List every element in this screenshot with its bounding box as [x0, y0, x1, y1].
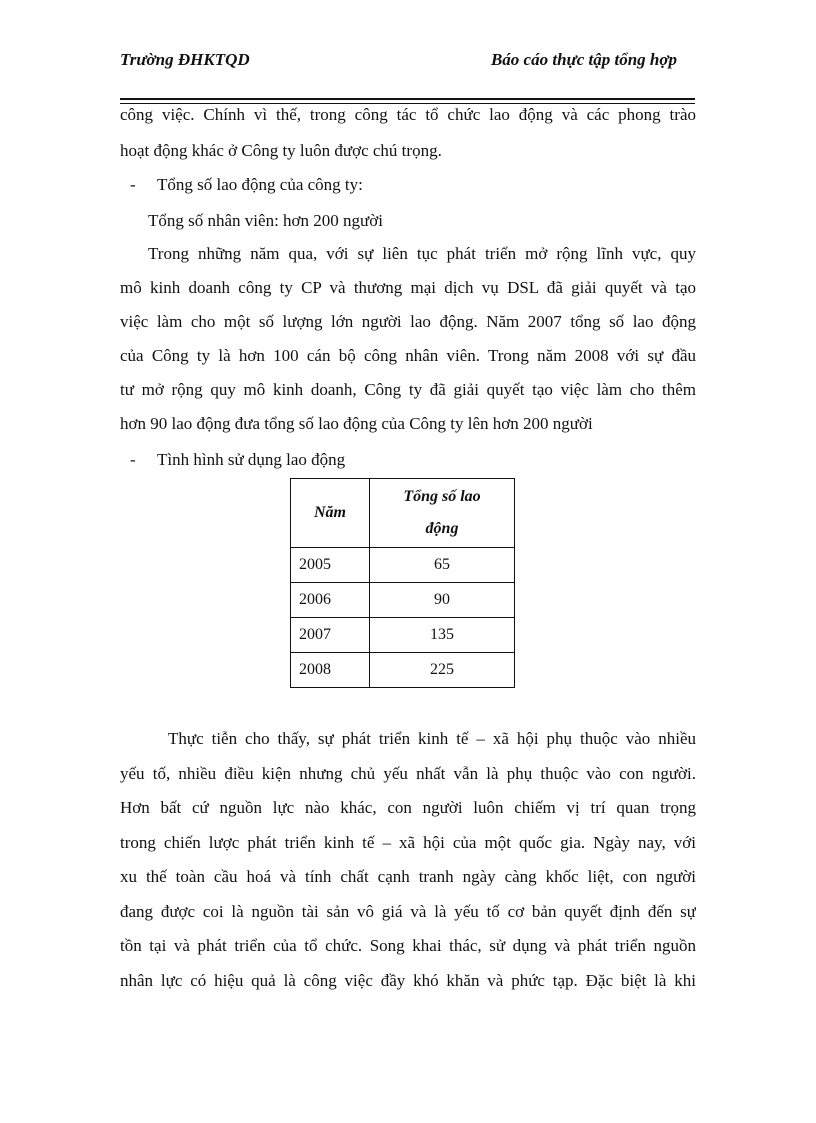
staff-total-line: Tổng số nhân viên: hơn 200 người [148, 211, 383, 230]
table-row [291, 618, 515, 653]
table-cell-year: 2005 [291, 548, 370, 583]
para1-line: việc làm cho một số lượng lớn người lao động. Năm 2007 tổng số lao động [120, 312, 696, 331]
para1-line: của Công ty là hơn 100 cán bộ công nhân viên. Trong năm 2008 với sự đầu [120, 346, 696, 365]
bullet-dash: - [130, 175, 136, 194]
table-cell-total: 135 [370, 618, 515, 653]
para2-line: trong chiến lược phát triển kinh tế – xã hội của một quốc gia. Ngày nay, với [120, 833, 696, 852]
table-header-year: Năm [291, 479, 370, 548]
table-header-total [370, 479, 515, 548]
para2-line: nhân lực có hiệu quả là công việc đầy khó khăn và phức tạp. Đặc biệt là khi [120, 971, 696, 990]
table-header-total-line1: Tổng số lao [403, 488, 481, 505]
page-header [120, 50, 695, 76]
para2-line: Thực tiễn cho thấy, sự phát triển kinh tế – xã hội phụ thuộc vào nhiều [168, 729, 696, 748]
table-cell-year: 2008 [291, 653, 370, 688]
para2-line: yếu tố, nhiều điều kiện nhưng chủ yếu nhất vẫn là phụ thuộc vào con người. [120, 764, 696, 783]
header-school: Trường ĐHKTQD [120, 50, 250, 69]
intro-line: công việc. Chính vì thế, trong công tác tổ chức lao động và các phong trào [120, 105, 696, 124]
para1-line: hơn 90 lao động đưa tổng số lao động của Công ty lên hơn 200 người [120, 414, 593, 433]
table-header-total-line2: động [425, 520, 459, 537]
table-row [291, 548, 515, 583]
table-cell-total: 90 [370, 583, 515, 618]
table-cell-total: 225 [370, 653, 515, 688]
table-row [291, 583, 515, 618]
table-cell-year: 2007 [291, 618, 370, 653]
para1-line: mô kinh doanh công ty CP và thương mại dịch vụ DSL đã giải quyết và tạo [120, 278, 696, 297]
para2-line: xu thế toàn cầu hoá và tính chất cạnh tranh ngày càng khốc liệt, con người [120, 867, 696, 886]
header-report-title: Báo cáo thực tập tổng hợp [490, 50, 677, 69]
para2-line: Hơn bất cứ nguồn lực nào khác, con người luôn chiếm vị trí quan trọng [120, 798, 696, 817]
bullet-labor-usage: Tình hình sử dụng lao động [157, 450, 346, 469]
para2-line: đang được coi là nguồn tài sản vô giá và là yếu tố cơ bản quyết định đến sự [120, 902, 696, 921]
para1-line: tư mở rộng quy mô kinh doanh, Công ty đã giải quyết tạo việc làm cho thêm [120, 380, 696, 399]
bullet-total-labor: Tổng số lao động của công ty: [157, 175, 363, 194]
para2-line: tồn tại và phát triển của tổ chức. Song khai thác, sử dụng và phát triển nguồn [120, 936, 696, 955]
bullet-dash: - [130, 450, 136, 469]
header-rule-thick [120, 98, 695, 100]
para1-line: Trong những năm qua, với sự liên tục phát triển mở rộng lĩnh vực, quy [148, 244, 696, 263]
table-header-row [291, 479, 515, 548]
labor-table [290, 478, 515, 688]
table-cell-total: 65 [370, 548, 515, 583]
table-row [291, 653, 515, 688]
intro-line: hoạt động khác ở Công ty luôn được chú trọng. [120, 141, 442, 160]
table-cell-year: 2006 [291, 583, 370, 618]
